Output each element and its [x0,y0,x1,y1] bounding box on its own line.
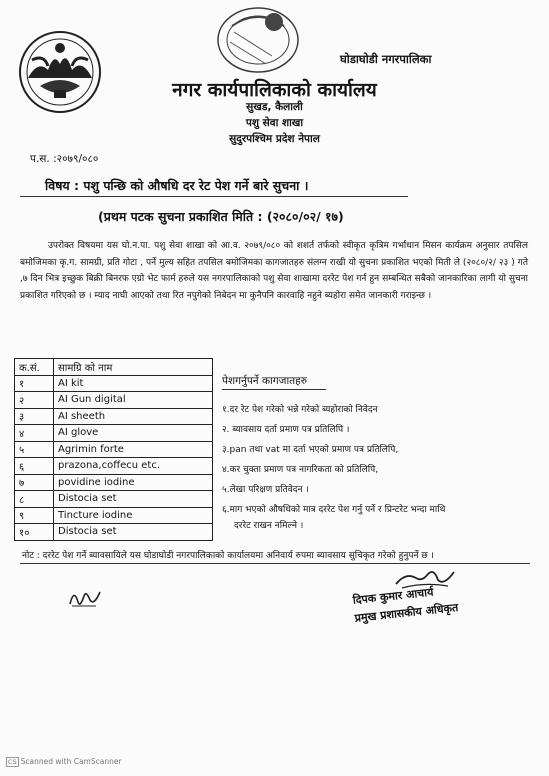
section-name: पशु सेवा शाखा [245,117,304,129]
table-cell-item: Distocia set [54,524,213,541]
table-cell-item: Distocia set [54,491,213,508]
table-cell-item: AI kit [54,375,213,392]
office-location: सुखड, कैलाली [246,101,303,113]
table-row [15,441,213,458]
signatory-stamp [352,581,467,642]
signatory-name: दिपक कुमार आचार्य [352,585,434,607]
table-row [15,392,213,409]
document-item: ५.लेखा परिक्षण प्रतिवेदन । [222,485,309,495]
municipality-seal [212,6,308,76]
table-cell-serial: २ [15,392,54,409]
document-item: ४.कर चुक्ता प्रमाण पत्र नागरिकता को प्रतिलिपि, [222,465,379,475]
document-item: ३.pan तथा vat मा दर्ता भएको प्रमाण पत्र प्रतिलिपि, [222,445,399,455]
document-item: ६.माग भएको औषधिको मात्र दररेट पेश गर्नु पर्ने र प्रिन्टरेट भन्दा माथि [222,505,446,515]
subject-underline [20,196,408,197]
table-cell-item: AI sheeth [54,408,213,425]
office-title: नगर कार्यपालिकाको कार्यालय [172,79,377,101]
table-row [15,474,213,491]
table-cell-serial: ८ [15,491,54,508]
camscanner-logo-icon: CS [8,758,17,766]
documents-title-underline [222,389,326,390]
table-row [15,408,213,425]
documents-title: पेशगर्नुपर्ने कागजातहरु [222,375,308,387]
table-cell-serial: १ [15,375,54,392]
subject-line: विषय : पशु पन्छि को औषधि दर रेट पेश गर्ने बारे सुचना । [45,178,309,193]
table-cell-item: AI Gun digital [54,392,213,409]
table-cell-item: Agrimin forte [54,441,213,458]
table-header-serial: क.सं. [15,359,54,376]
document-item: दररेट राखन नमिल्ने । [234,521,304,531]
table-cell-serial: ४ [15,425,54,442]
table-header-name: सामग्रि को नाम [54,359,213,376]
table-cell-item: prazona,coffecu etc. [54,458,213,475]
table-row [15,507,213,524]
reference-number: प.स. :२०७९/०८० [30,153,99,165]
table-cell-serial: ७ [15,474,54,491]
publish-date: (प्रथम पटक सुचना प्रकाशित मिति : (२०८०/०२/ १७) [98,209,344,224]
signatory-designation: प्रमुख प्रशासकीय अधिकृत [354,601,459,625]
table-cell-serial: ६ [15,458,54,475]
note-text: नोट : दररेट पेश गर्ने ब्यावसायिले यस घोडाघोडी नगरपालिकाको कार्यालयमा अनिवार्य रुपमा ब्यावसाय सुचिकृत गरेको हुनुपर्ने छ । [22,551,434,561]
table-row [15,458,213,475]
table-row [15,425,213,442]
document-item: १.दर रेट पेश गरेको भन्ने गरेको ब्यहोराको निवेदन [222,405,378,415]
table-header-row [15,359,213,376]
table-row [15,524,213,541]
table-row [15,491,213,508]
table-cell-serial: ५ [15,441,54,458]
scanner-watermark [6,757,122,767]
table-row [15,375,213,392]
handwritten-signature-left [68,584,102,610]
watermark-text: Scanned with CamScanner [20,757,122,766]
items-table [14,358,213,541]
table-cell-serial: १० [15,524,54,541]
province-name: सुदुरपश्चिम प्रदेश नेपाल [229,133,320,145]
table-cell-item: AI glove [54,425,213,442]
municipality-name: घोडाघोडी नगरपालिका [340,52,432,66]
document-item: २. ब्यावसाय दर्ता प्रमाण पत्र प्रतिलिपि । [222,425,350,435]
notice-body: उपरोक्त विषयमा यस घो.न.पा. पशु सेवा शाखा को आ.व. २०७९/०८० को शशर्त तर्फको स्वीकृत कृत्रिम गर्भाधान मिसन कार्यक्रम अनुसार तपसिल बमोजिमका कृ.ग. सामग्री, प्रति गोटा , पर्ने मुल्य सहित तपसिल बमोजिमका कागजातहरु संलग्न राखी यो सुचना प्रकाशित भएको मिती ले (२०८०/२/ २३ ) गते ,७ दिन भित्र इच्छुक बिक्री बिनरफ एग्रो भेट फार्म हरुले यस नगरपालिकाको पशु सेवा शाखामा दररेट पेश गर्न हुन सम्बन्धित सबैको जानकारिका लागी यो सुचना प्रकाशित गरिएको छ । म्याद नाघी आएको तथा रित नपुगेको निबेदन मा कुनैपनि कारवाहि नहुने ब्यहोरा समेत जानकारी गराइन्छ । [20,241,528,301]
table-cell-item: Tincture iodine [54,507,213,524]
table-cell-item: povidine iodine [54,474,213,491]
table-cell-serial: ९ [15,507,54,524]
table-cell-serial: ३ [15,408,54,425]
